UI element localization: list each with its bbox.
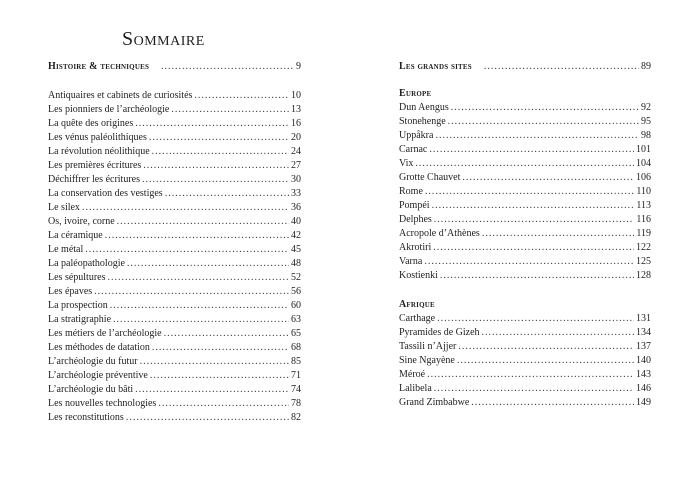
toc-entry[interactable] [48, 187, 301, 201]
toc-entry[interactable] [48, 131, 301, 145]
dot-leader [105, 229, 289, 243]
page-number: 45 [291, 244, 301, 255]
entry-label: Vix [399, 158, 414, 169]
page-number: 78 [291, 398, 301, 409]
page-number: 82 [291, 412, 301, 423]
dot-leader [471, 396, 634, 410]
page-number: 40 [291, 216, 301, 227]
toc-entry[interactable] [399, 241, 651, 255]
page-number: 146 [636, 383, 651, 394]
toc-entry[interactable] [48, 383, 301, 397]
page-number: 24 [291, 146, 301, 157]
toc-entry[interactable] [399, 396, 651, 410]
page-number: 68 [291, 342, 301, 353]
spacer [48, 74, 301, 89]
toc-entry[interactable] [399, 326, 651, 340]
toc-entry[interactable] [399, 340, 651, 354]
dot-leader [440, 269, 634, 283]
toc-entry[interactable] [399, 354, 651, 368]
entry-label: Les vénus paléolithiques [48, 132, 147, 143]
entry-label: Les sépultures [48, 272, 106, 283]
page-number: 16 [291, 118, 301, 129]
dot-leader [482, 326, 634, 340]
dot-leader [425, 185, 634, 199]
page-number: 60 [291, 300, 301, 311]
page-number: 110 [636, 186, 651, 197]
dot-leader [135, 383, 289, 397]
toc-entry[interactable] [48, 397, 301, 411]
page-number: 149 [636, 397, 651, 408]
dot-leader [427, 368, 634, 382]
page-number: 98 [641, 130, 651, 141]
toc-column-right [399, 60, 651, 410]
dot-leader [149, 131, 289, 145]
entry-label: Dun Aengus [399, 102, 449, 113]
page-number: 143 [636, 369, 651, 380]
page-number: 104 [636, 158, 651, 169]
entry-label: Sine Ngayène [399, 355, 455, 366]
spacer [399, 283, 651, 298]
toc-entry[interactable] [48, 299, 301, 313]
page-number: 10 [291, 90, 301, 101]
section-label: Les grands sites [399, 61, 472, 72]
entry-label: La stratigraphie [48, 314, 112, 325]
entry-label: La quête des origines [48, 118, 134, 129]
toc-entry[interactable] [399, 143, 651, 157]
dot-leader [462, 171, 634, 185]
entry-label: Tassili n’Ajjer [399, 341, 457, 352]
dot-leader [484, 60, 639, 74]
toc-entry[interactable] [399, 213, 651, 227]
page-number: 52 [291, 272, 301, 283]
toc-entry[interactable] [399, 227, 651, 241]
entry-label: Les métiers de l’archéologie [48, 328, 162, 339]
toc-entry[interactable] [48, 271, 301, 285]
entry-label: Stonehenge [399, 116, 446, 127]
dot-leader [110, 299, 289, 313]
page-number: 116 [636, 214, 651, 225]
page-number: 63 [291, 314, 301, 325]
dot-leader [117, 215, 289, 229]
page-number: 20 [291, 132, 301, 143]
dot-leader [94, 285, 289, 299]
toc-entry[interactable] [399, 129, 651, 143]
dot-leader [108, 271, 290, 285]
page-number: 140 [636, 355, 651, 366]
dot-leader [434, 382, 634, 396]
dot-leader [458, 340, 634, 354]
toc-entry[interactable] [399, 101, 651, 115]
dot-leader [437, 312, 634, 326]
page-number: 122 [636, 242, 651, 253]
toc-column-left [48, 60, 301, 425]
entry-label: La prospection [48, 300, 108, 311]
page-number: 30 [291, 174, 301, 185]
dot-leader [82, 201, 289, 215]
dot-leader [113, 313, 289, 327]
dot-leader [432, 199, 635, 213]
toc-entry[interactable] [399, 368, 651, 382]
toc-entry[interactable] [48, 369, 301, 383]
entry-label: Les nouvelles technologies [48, 398, 157, 409]
entry-label: Acropole d’Athènes [399, 228, 480, 239]
dot-leader [164, 327, 289, 341]
section-les-grands-sites[interactable] [399, 60, 651, 74]
page-number: 48 [291, 258, 301, 269]
entry-label: Uppåkra [399, 130, 434, 141]
entry-label: Lalibela [399, 383, 432, 394]
dot-leader [429, 143, 634, 157]
page-number: 9 [296, 61, 301, 72]
toc-list-histoire [48, 89, 301, 425]
entry-label: La conservation des vestiges [48, 188, 163, 199]
toc-entry[interactable] [48, 215, 301, 229]
dot-leader [85, 243, 289, 257]
dot-leader [126, 411, 289, 425]
entry-label: L’archéologie du futur [48, 356, 138, 367]
page-number: 101 [636, 144, 651, 155]
toc-entry[interactable] [48, 89, 301, 103]
entry-label: La céramique [48, 230, 103, 241]
toc-entry[interactable] [399, 115, 651, 129]
dot-leader [142, 173, 289, 187]
dot-leader [415, 157, 634, 171]
spacer [399, 74, 651, 87]
entry-label: Delphes [399, 214, 432, 225]
page-number: 106 [636, 172, 651, 183]
entry-label: Antiquaires et cabinets de curiosités [48, 90, 193, 101]
dot-leader [150, 369, 289, 383]
toc-entry[interactable] [399, 255, 651, 269]
entry-label: Pompéi [399, 200, 430, 211]
subsection-heading-europe: Europe [399, 88, 432, 99]
page-number: 137 [636, 341, 651, 352]
entry-label: Rome [399, 186, 423, 197]
toc-entry[interactable] [399, 269, 651, 283]
dot-leader [140, 355, 289, 369]
page-number: 113 [636, 200, 651, 211]
dot-leader [424, 255, 634, 269]
toc-entry[interactable] [48, 243, 301, 257]
toc-entry[interactable] [48, 173, 301, 187]
page-number: 85 [291, 356, 301, 367]
toc-entry[interactable] [399, 157, 651, 171]
dot-leader [457, 354, 634, 368]
toc-entry[interactable] [48, 411, 301, 425]
toc-entry[interactable] [48, 341, 301, 355]
toc-entry[interactable] [48, 313, 301, 327]
dot-leader [143, 159, 289, 173]
toc-entry[interactable] [399, 171, 651, 185]
toc-entry[interactable] [48, 355, 301, 369]
dot-leader [451, 101, 639, 115]
toc-entry[interactable] [48, 159, 301, 173]
dot-leader [171, 103, 289, 117]
entry-label: Méroé [399, 369, 426, 380]
dot-leader [127, 257, 289, 271]
toc-entry[interactable] [399, 382, 651, 396]
page-number: 125 [636, 256, 651, 267]
page-number: 92 [641, 102, 651, 113]
entry-label: Les premières écritures [48, 160, 142, 171]
entry-label: Grotte Chauvet [399, 172, 461, 183]
toc-entry[interactable] [48, 103, 301, 117]
toc-entry[interactable] [48, 117, 301, 131]
dot-leader [435, 129, 639, 143]
entry-label: Les méthodes de datation [48, 342, 150, 353]
toc-entry[interactable] [399, 185, 651, 199]
page-number: 56 [291, 286, 301, 297]
page-title: Sommaire [122, 28, 205, 50]
dot-leader [448, 115, 639, 129]
dot-leader [158, 397, 289, 411]
entry-label: Les pionniers de l’archéologie [48, 104, 170, 115]
dot-leader [433, 241, 634, 255]
dot-leader [135, 117, 289, 131]
toc-entry[interactable] [399, 312, 651, 326]
section-histoire-techniques[interactable] [48, 60, 301, 74]
dot-leader [434, 213, 635, 227]
toc-list-europe [399, 101, 651, 283]
toc-entry[interactable] [399, 199, 651, 213]
page-number: 42 [291, 230, 301, 241]
entry-label: Le métal [48, 244, 84, 255]
toc-entry[interactable] [48, 285, 301, 299]
entry-label: Grand Zimbabwe [399, 397, 470, 408]
page-number: 134 [636, 327, 651, 338]
entry-label: Os, ivoire, corne [48, 216, 115, 227]
entry-label: Pyramides de Gizeh [399, 327, 480, 338]
page-number: 36 [291, 202, 301, 213]
entry-label: La révolution néolithique [48, 146, 150, 157]
entry-label: L’archéologie du bâti [48, 384, 134, 395]
page-number: 89 [641, 61, 651, 72]
entry-label: Varna [399, 256, 423, 267]
dot-leader [482, 227, 635, 241]
page-number: 65 [291, 328, 301, 339]
entry-label: Kostienki [399, 270, 438, 281]
page-number: 131 [636, 313, 651, 324]
toc-entry[interactable] [48, 229, 301, 243]
entry-label: Les reconstitutions [48, 412, 124, 423]
entry-label: Le silex [48, 202, 80, 213]
dot-leader [161, 60, 294, 74]
dot-leader [165, 187, 289, 201]
entry-label: Carnac [399, 144, 428, 155]
toc-entry[interactable] [48, 327, 301, 341]
page-number: 13 [291, 104, 301, 115]
page-number: 95 [641, 116, 651, 127]
section-label: Histoire & techniques [48, 61, 150, 72]
page-number: 128 [636, 270, 651, 281]
toc-entry[interactable] [48, 201, 301, 215]
entry-label: Carthage [399, 313, 436, 324]
dot-leader [194, 89, 289, 103]
toc-entry[interactable] [48, 145, 301, 159]
subsection-heading-afrique: Afrique [399, 299, 435, 310]
entry-label: Akrotiri [399, 242, 432, 253]
page-number: 119 [636, 228, 651, 239]
dot-leader [152, 341, 289, 355]
entry-label: Déchiffrer les écritures [48, 174, 140, 185]
entry-label: L’archéologie préventive [48, 370, 148, 381]
entry-label: La paléopathologie [48, 258, 125, 269]
entry-label: Les épaves [48, 286, 93, 297]
page-number: 27 [291, 160, 301, 171]
page-number: 33 [291, 188, 301, 199]
page-number: 71 [291, 370, 301, 381]
dot-leader [152, 145, 289, 159]
toc-list-afrique [399, 312, 651, 410]
toc-entry[interactable] [48, 257, 301, 271]
page-number: 74 [291, 384, 301, 395]
